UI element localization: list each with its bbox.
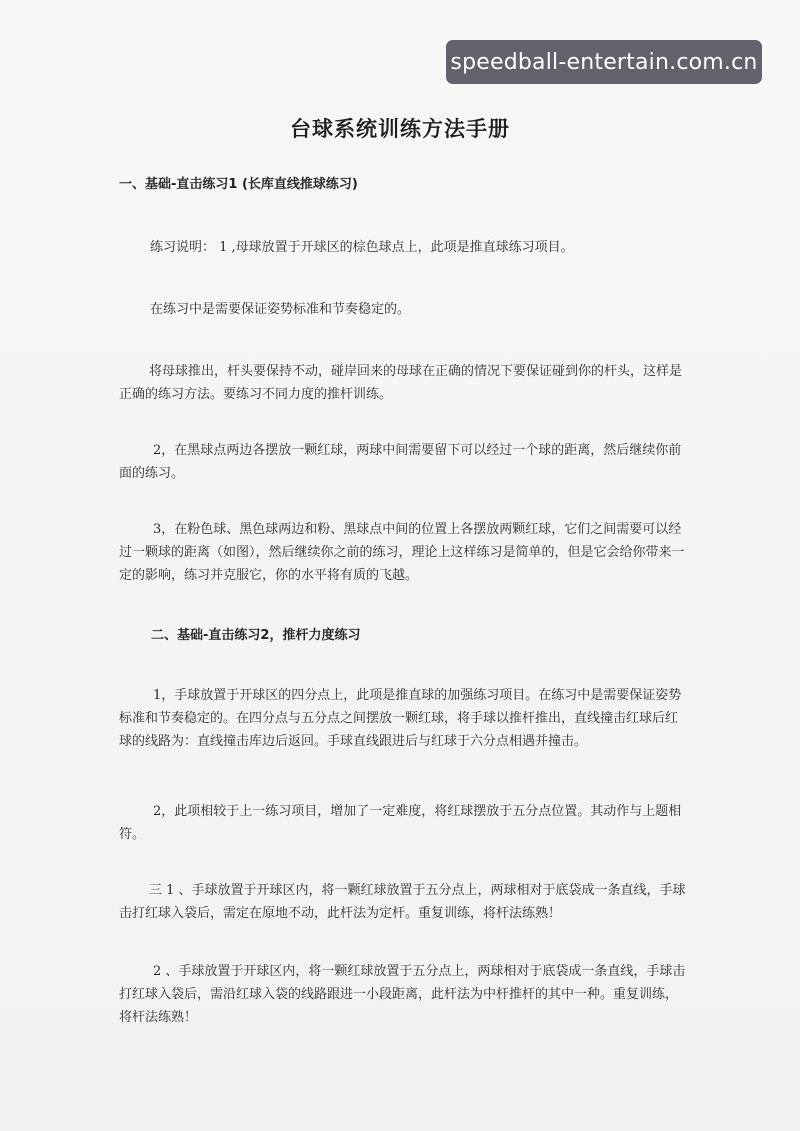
section-1-paragraph-4: 2，在黑球点两边各摆放一颗红球，两球中间需要留下可以经过一个球的距离，然后继续你前面的练习。 [119, 443, 682, 481]
section-1-paragraph-2: 在练习中是需要保证姿势标准和节奏稳定的。 [150, 302, 411, 317]
section-1-paragraph-3: 将母球推出，杆头要保持不动，碰岸回来的母球在正确的情况下要保证碰到你的杆头，这样是正确的练习方法。要练习不同力度的推杆训练。 [119, 364, 683, 402]
section-1-paragraph-1: 练习说明： 1 ,母球放置于开球区的棕色球点上，此项是推直球练习项目。 [150, 240, 574, 255]
section-2-heading: 二、基础-直击练习2，推杆力度练习 [151, 628, 361, 643]
watermark-banner: speedball-entertain.com.cn [446, 40, 762, 84]
section-1-paragraph-5: 3，在粉色球、黑色球两边和粉、黑球点中间的位置上各摆放两颗红球，它们之间需要可以经过一颗球的距离（如图），然后继续你之前的练习，理论上这样练习是简单的，但是它会给你带来一定的影响，练习并克服它，你的水平将有质的飞越。 [119, 522, 685, 583]
section-2-paragraph-2: 2，此项相较于上一练习项目，增加了一定难度，将红球摆放于五分点位置。其动作与上题相符。 [119, 804, 682, 842]
document-title: 台球系统训练方法手册 [290, 116, 510, 141]
section-2-paragraph-3: 三 1 、手球放置于开球区内，将一颗红球放置于五分点上，两球相对于底袋成一条直线，手球击打红球入袋后，需定在原地不动，此杆法为定杆。重复训练，将杆法练熟！ [119, 883, 686, 921]
section-2-paragraph-4: 2 、手球放置于开球区内，将一颗红球放置于五分点上，两球相对于底袋成一条直线，手球击打红球入袋后，需沿红球入袋的线路跟进一小段距离，此杆法为中杆推杆的其中一种。重复训练，将杆法练熟！ [119, 964, 686, 1025]
section-1-heading: 一、基础-直击练习1 (长库直线推球练习) [119, 177, 358, 192]
section-2-paragraph-1: 1，手球放置于开球区的四分点上，此项是推直球的加强练习项目。在练习中是需要保证姿势标准和节奏稳定的。在四分点与五分点之间摆放一颗红球，将手球以推杆推出，直线撞击红球后红球的线路为：直线撞击库边后返回。手球直线跟进后与红球于六分点相遇并撞击。 [119, 688, 682, 749]
